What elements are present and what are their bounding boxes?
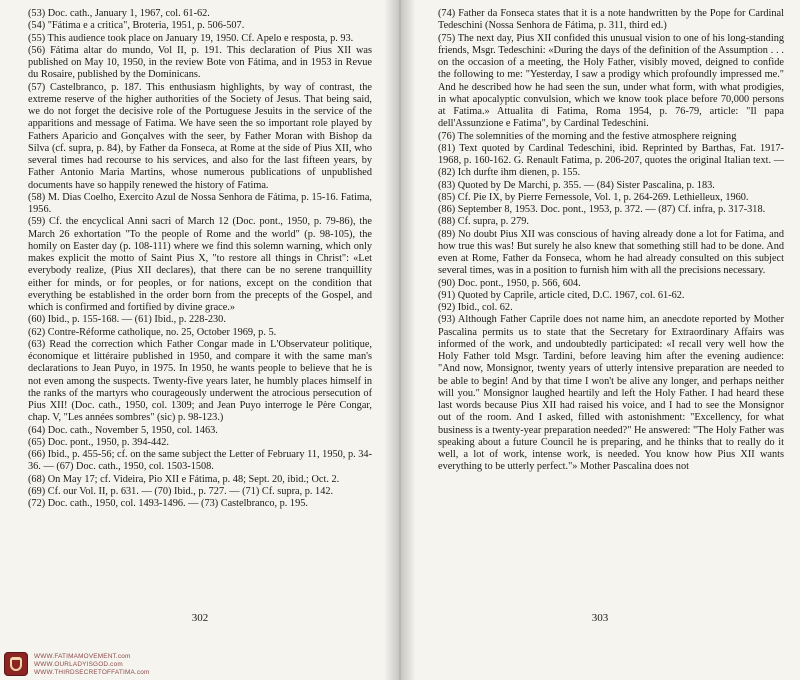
left-page-notes xyxy=(28,8,372,608)
footnote-88: (88) Cf. supra, p. 279. xyxy=(438,216,529,228)
footnote-66-67: (66) Ibid., p. 455-56; cf. on the same subject the Letter of February 11, 1950, p. 34-36. — (67) Doc. cath., 1950, col. 1503-1508. xyxy=(28,449,372,473)
footnote-54: (54) "Fátima e a critica", Broteria, 1951, p. 506-507. xyxy=(28,20,245,32)
footnote-85: (85) Cf. Pie IX, by Pierre Fernessole, Vol. 1, p. 264-269. Lethielleux, 1960. xyxy=(438,191,749,203)
footnote-58: (58) M. Dias Coelho, Exercito Azul de Nossa Senhora de Fátima, p. 15-16. Fatima, 1956. xyxy=(28,191,372,215)
footnote-90: (90) Doc. pont., 1950, p. 566, 604. xyxy=(438,277,581,289)
footnote-69-71: (69) Cf. our Vol. II, p. 631. — (70) Ibid., p. 727. — (71) Cf. supra, p. 142. xyxy=(28,485,334,497)
footnote-74: (74) Father da Fonseca states that it is a note handwritten by the Pope for Cardinal Tedeschini (Nossa Senhora de Fátima, p. 311, third ed.) xyxy=(438,8,784,32)
footnote-92: (92) Ibid., col. 62. xyxy=(438,302,513,313)
footnote-81-82: (81) Text quoted by Cardinal Tedeschini, ibid. Reprinted by Barthas, Fat. 1917-1968, p. 160-162. G. Renault Fatima, p. 206-207, quotes the original Italian text. — (82) Ich durfte ihm dienen, p. 155. xyxy=(438,142,784,179)
footnote-75: (75) The next day, Pius XII confided this unusual vision to one of his long-standing friends, Msgr. Tedeschini: «During the days of the definition of the Assumption . . . on the occasion of a meeting, the Holy Father, visibly moved, deigned to confide the following to me: "Yesterday, I saw a prodigy which profoundly impressed me." And he described how he had seen the sun, under what form, with what prodigies, in what apocalyptic convulsion, which we know took place before 70,000 persons at Fatima.» Attualita di Fatima, Roma 1954, p. 76-79, article: "Il papa dell'Assunzione e Fatima", by Cardinal Tedeschini. xyxy=(438,32,784,130)
footnote-57: (57) Castelbranco, p. 187. This enthusiasm highlights, by way of contrast, the extreme reserve of the higher authorities of the Society of Jesus. That being said, we do not forget the decisive role of the Portuguese Jesuits in the service of the apparitions and message of Fatima. We have seen the so important role played by Fathers Aparicio and Gonçalves with the seer, by Father Moran with Bishop da Silva (cf. supra, p. 84), by Father da Fonseca, at Rome at the side of Pius XII, who several times had recourse to his services, and also for the last fifteen years, by Father Antonio Maria Martins, whose numerous publications of unpublished documents have so happily renewed the history of Fatima. xyxy=(28,81,372,191)
footnote-93: (93) Although Father Caprile does not name him, an anecdote reported by Mother Pascalina permits us to state that the Secretary for Extraordinary Affairs was informed of the work, and undoubtedly participated: «I recall very well how the Holy Father told Msgr. Tardini, before leaving him after the evening audience: "And now, Monsignor, twenty years of utterly intensive preparation are needed to be able to begin! And by that time I won't be alive any longer, and perhaps neither will you." Monsignor laughed heartily and left the Holy Father. I had heard these last words because Pius XII had raised his voice, and I had to see the Monsignor out of the room. And I asked, filled with astonishment: "Excellency, for what business is a twenty-year preparation needed?" He answered: "The Holy Father was speaking about a future Council he is preparing, and he thinks that to really do it well, a lot of work, intense work, is needed. You know how Pius XII wants everything to be utterly perfect."» Mother Pascalina does not xyxy=(438,314,784,473)
footnote-53: (53) Doc. cath., January 1, 1967, col. 61-62. xyxy=(28,8,210,19)
footnote-68: (68) On May 17; cf. Videira, Pio XII e Fátima, p. 48; Sept. 20, ibid.; Oct. 2. xyxy=(28,473,340,485)
footnote-72-73: (72) Doc. cath., 1950, col. 1493-1496. — (73) Castelbranco, p. 195. xyxy=(28,498,308,509)
watermark-line: WWW.OURLADYISGOD.com xyxy=(34,661,123,668)
watermark-line: WWW.FATIMAMOVEMENT.com xyxy=(34,653,131,660)
watermark-seal-icon xyxy=(4,652,28,676)
watermark-text xyxy=(34,653,150,677)
footnote-59: (59) Cf. the encyclical Anni sacri of March 12 (Doc. pont., 1950, p. 79-86), the March 26 exhortation "To the people of Rome and the world" (p. 98-105), the homily on Easter day (p. 108-111) where we find this solemn warning, which only makes explicit the motto of Saint Pius X, "to restore all things in Christ": «Let everybody realize, (Pius XII declares), that there can be no serene tranquillity either for minds, or for peoples, or for nations, except on the condition that everything be established in the order born from the precepts of the Gospel, and which is confirmed and fortified by divine grace.» xyxy=(28,216,372,313)
footnote-60-61: (60) Ibid., p. 155-168. — (61) Ibid., p. 228-230. xyxy=(28,314,226,326)
page-number-left: 302 xyxy=(191,612,209,624)
footnote-55: (55) This audience took place on January 19, 1950. Cf. Apelo e resposta, p. 93. xyxy=(28,32,354,44)
footnote-91: (91) Quoted by Caprile, article cited, D.C. 1967, col. 61-62. xyxy=(438,289,685,301)
footnote-89: (89) No doubt Pius XII was conscious of having already done a lot for Fatima, and how true this was! But surely he also knew that something still had to be done. And even at Rome, Father da Fonseca, whom he had already consulted on this subject several times, was in a position to furnish him with all the precisions necessary. xyxy=(438,228,784,277)
footnote-86-87: (86) September 8, 1953. Doc. pont., 1953, p. 372. — (87) Cf. infra, p. 317-318. xyxy=(438,204,766,215)
footnote-56: (56) Fátima altar do mundo, Vol II, p. 191. This declaration of Pius XII was published on May 10, 1950, in the review Bote von Fátima, and in 1953 in Revue du Rosaire, published by the Dominicans. xyxy=(28,44,372,81)
book-gutter xyxy=(384,0,416,680)
page-number-right: 303 xyxy=(591,612,609,624)
footnote-62: (62) Contre-Réforme catholique, no. 25, October 1969, p. 5. xyxy=(28,326,277,338)
footnote-65: (65) Doc. pont., 1950, p. 394-442. xyxy=(28,436,169,448)
footnote-64: (64) Doc. cath., November 5, 1950, col. 1463. xyxy=(28,424,218,436)
site-watermark xyxy=(4,650,234,680)
watermark-line: WWW.THIRDSECRETOFFATIMA.com xyxy=(34,669,150,676)
footnote-63: (63) Read the correction which Father Congar made in L'Observateur politique, économique et littéraire published in 1950, and compare it with the same man's declarations to Jean Puyo, in 1975. In 1950, he wants people to believe that he is not even among the suspects. Twenty-five years later, he humbly places himself in the ranks of the martyrs who courageously underwent the atrocious persecution of Pius XII! (Doc. cath., 1950, col. 1309; and Jean Puyo interroge le Père Congar, chap. V, "Les années sombres" (sic) p. 98-123.) xyxy=(28,338,372,424)
footnote-76-80: (76) The solemnities of the morning and the festive atmosphere reigning xyxy=(438,130,737,142)
right-page xyxy=(400,0,800,680)
footnote-83-84: (83) Quoted by De Marchi, p. 355. — (84) Sister Pascalina, p. 183. xyxy=(438,179,715,191)
right-page-notes xyxy=(438,8,784,608)
